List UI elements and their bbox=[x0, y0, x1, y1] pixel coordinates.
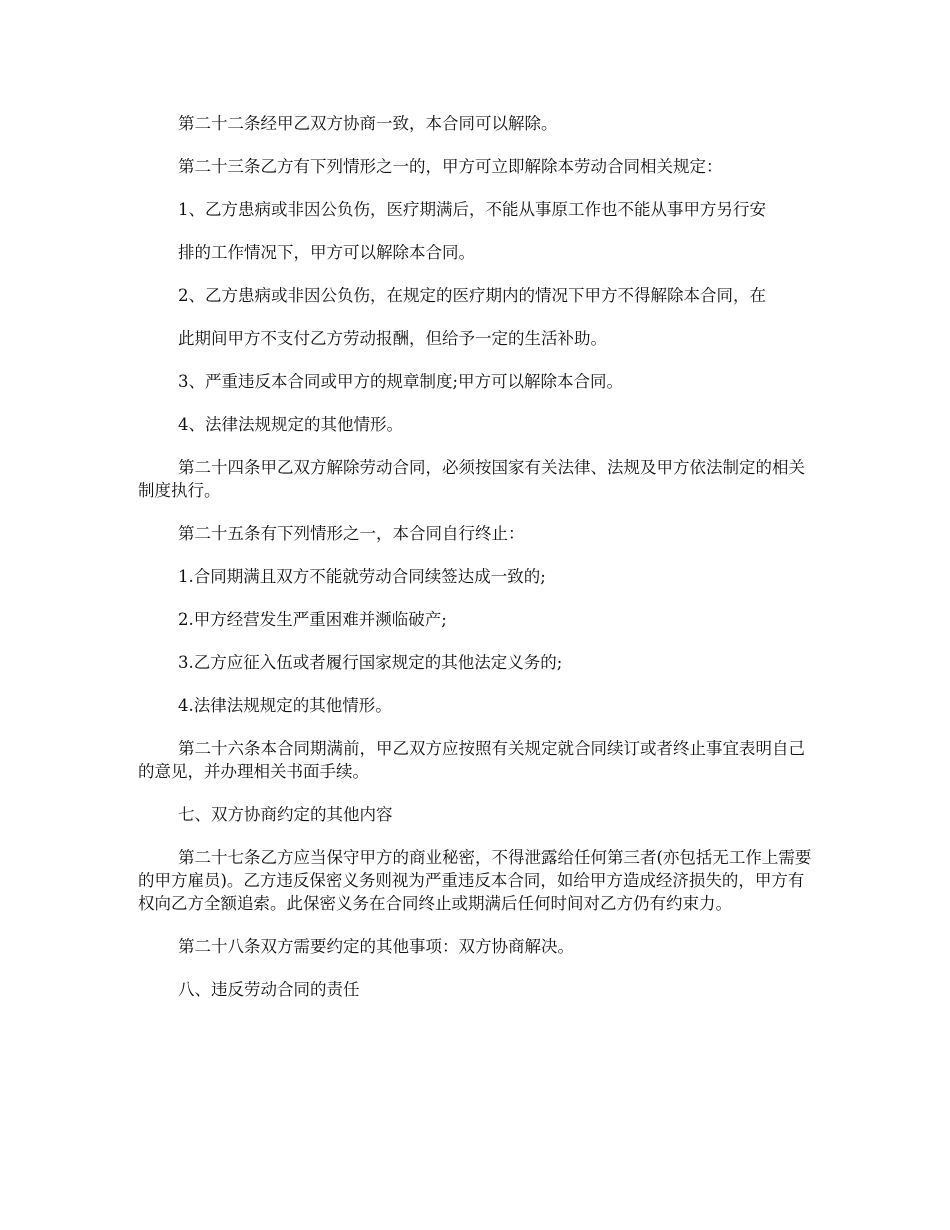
clause-23-1: 1、乙方患病或非因公负伤，医疗期满后，不能从事原工作也不能从事甲方另行安 bbox=[178, 200, 766, 219]
section-7-heading: 七、双方协商约定的其他内容 bbox=[178, 805, 393, 824]
article-25: 第二十五条有下列情形之一，本合同自行终止： bbox=[178, 524, 525, 543]
clause-23-4: 4、法律法规规定的其他情形。 bbox=[178, 415, 403, 434]
article-22: 第二十二条经甲乙双方协商一致，本合同可以解除。 bbox=[178, 114, 558, 133]
clause-23-3: 3、严重违反本合同或甲方的规章制度;甲方可以解除本合同。 bbox=[178, 372, 624, 391]
clause-25-4: 4.法律法规规定的其他情形。 bbox=[178, 696, 392, 715]
clause-23-1-continued: 排的工作情况下，甲方可以解除本合同。 bbox=[178, 243, 475, 262]
document-body bbox=[138, 112, 813, 1021]
article-23: 第二十三条乙方有下列情形之一的，甲方可立即解除本劳动合同相关规定： bbox=[178, 157, 723, 176]
section-8-heading: 八、违反劳动合同的责任 bbox=[178, 980, 360, 999]
article-24: 第二十四条甲乙双方解除劳动合同，必须按国家有关法律、法规及甲方依法制定的相关制度执行。 bbox=[138, 458, 805, 500]
article-28: 第二十八条双方需要约定的其他事项：双方协商解决。 bbox=[178, 937, 574, 956]
clause-23-2-continued: 此期间甲方不支付乙方劳动报酬，但给予一定的生活补助。 bbox=[178, 329, 607, 348]
clause-25-2: 2.甲方经营发生严重困难并濒临破产; bbox=[178, 610, 447, 629]
clause-25-3: 3.乙方应征入伍或者履行国家规定的其他法定义务的; bbox=[178, 653, 563, 672]
article-27: 第二十七条乙方应当保守甲方的商业秘密，不得泄露给任何第三者(亦包括无工作上需要的甲方雇员)。乙方违反保密义务则视为严重违反本合同，如给甲方造成经济损失的，甲方有权向乙方全额追索。此保密义务在合同终止或期满后任何时间对乙方仍有约束力。 bbox=[138, 848, 812, 913]
clause-25-1: 1.合同期满且双方不能就劳动合同续签达成一致的; bbox=[178, 567, 546, 586]
article-26: 第二十六条本合同期满前，甲乙双方应按照有关规定就合同续订或者终止事宜表明自己的意见，并办理相关书面手续。 bbox=[138, 739, 805, 781]
clause-23-2: 2、乙方患病或非因公负伤，在规定的医疗期内的情况下甲方不得解除本合同，在 bbox=[178, 286, 766, 305]
